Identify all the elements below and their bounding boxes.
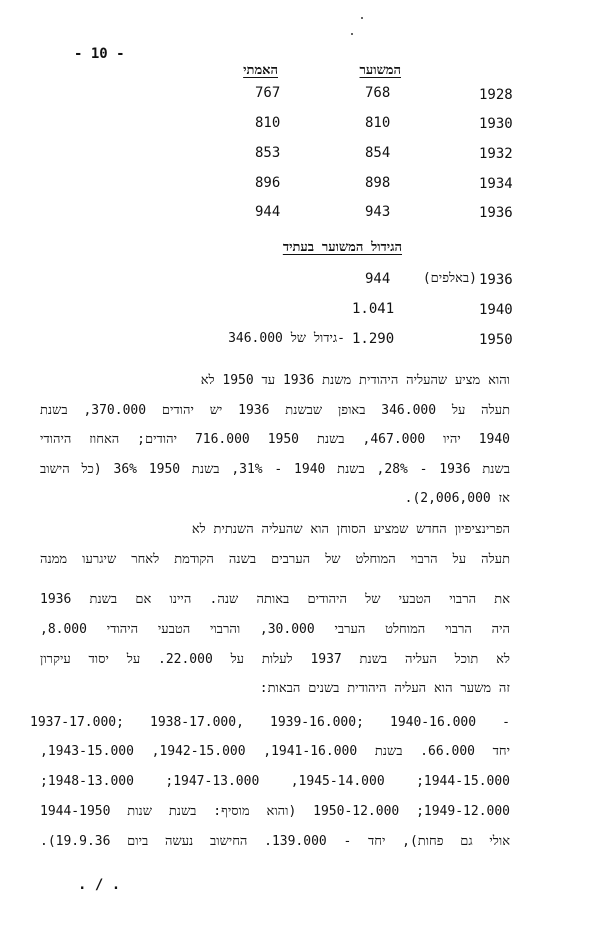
speck [351, 33, 353, 35]
normative-value: 854 [365, 145, 391, 161]
text-line: לא תוכל העליה בשנת 1937 לעלות על 22.000. על יסוד עיקרון [40, 652, 510, 667]
year: 1930 [479, 116, 513, 132]
header-normative: המשוער [359, 63, 401, 78]
growth-value: 1.290 [352, 331, 395, 347]
text-line: 1944-15.000; 1945-14.000, 1947-13.000; 1948-13.000; [40, 774, 510, 789]
actual-value: 896 [255, 175, 281, 191]
growth-year: 1940 [479, 302, 513, 318]
growth-title: הגידול המשוער בעתיד [282, 240, 402, 255]
normative-value: 810 [365, 115, 391, 131]
text-line: את הרבוי הטבעי של היהודים באותה שנה. היינו אם בשנת 1936 [40, 592, 510, 607]
growth-unit-label: (באלפים) [422, 271, 477, 286]
text-line: תעלה על הרבוי המוחלט של הערבים בשנה הקודמת לאחר שיגרעו ממנה [40, 552, 510, 567]
growth-note: -גידול של 346.000 [228, 331, 345, 346]
text-line: בשנת 1936 - 28%, בשנת 1940 - 31%, בשנת 1950 36% (כל הישוב [40, 462, 511, 477]
text-line: זה משער הוא העליה היהודית בשנים הבאות: [259, 681, 510, 696]
actual-value: 767 [255, 85, 281, 101]
growth-year: 1950 [479, 332, 513, 348]
growth-year: 1936 [479, 272, 513, 288]
text-line: 1940 יהיו 467.000, בשנת 1950 716.000 יהודים; האחוז היהודי [40, 432, 510, 447]
text-line: אז 2,006,000). [404, 491, 510, 506]
header-actual: האמתי [243, 63, 278, 78]
actual-value: 944 [255, 204, 281, 220]
year: 1936 [479, 205, 513, 221]
text-line: היה הרבוי המוחלט הערבי 30.000, והרבוי הטבעי היהודי 8.000, [40, 622, 510, 637]
continuation-mark: . / . [78, 877, 121, 893]
actual-value: 853 [255, 145, 281, 161]
text-line: הפרינציפיון החדש שמציע הסוחן הוא שהעליה השנתית לא [191, 522, 510, 537]
normative-value: 898 [365, 175, 391, 191]
growth-value: 1.041 [352, 301, 395, 317]
year: 1932 [479, 146, 513, 162]
year: 1934 [479, 176, 513, 192]
text-line: והוא מציע שהעליה היהודית משנת 1936 עד 1950 לא [200, 373, 510, 388]
text-line: אולי גם פחות), יחד - 139.000. החישוב נעשה ביום 19.9.36). [40, 834, 511, 849]
normative-value: 768 [365, 85, 391, 101]
growth-value: 944 [365, 271, 391, 287]
actual-value: 810 [255, 115, 281, 131]
text-line: 1937-17.000; 1938-17.000, 1939-16.000; 1940-16.000 - [30, 715, 510, 730]
text-line: תעלה על 346.000 באופן שבשנת 1936 יש יהודים 370.000, בשנת [40, 403, 511, 418]
page-number: - 10 - [74, 46, 125, 62]
normative-value: 943 [365, 204, 391, 220]
year: 1928 [479, 87, 513, 103]
speck [361, 17, 363, 19]
text-line: 1949-12.000; 1950-12.000 (והוא מוסיף: בשנת שנות 1944-1950 [40, 804, 510, 819]
text-line: יחד 66.000. בשנת 1941-16.000, 1942-15.000, 1943-15.000, [40, 744, 511, 759]
